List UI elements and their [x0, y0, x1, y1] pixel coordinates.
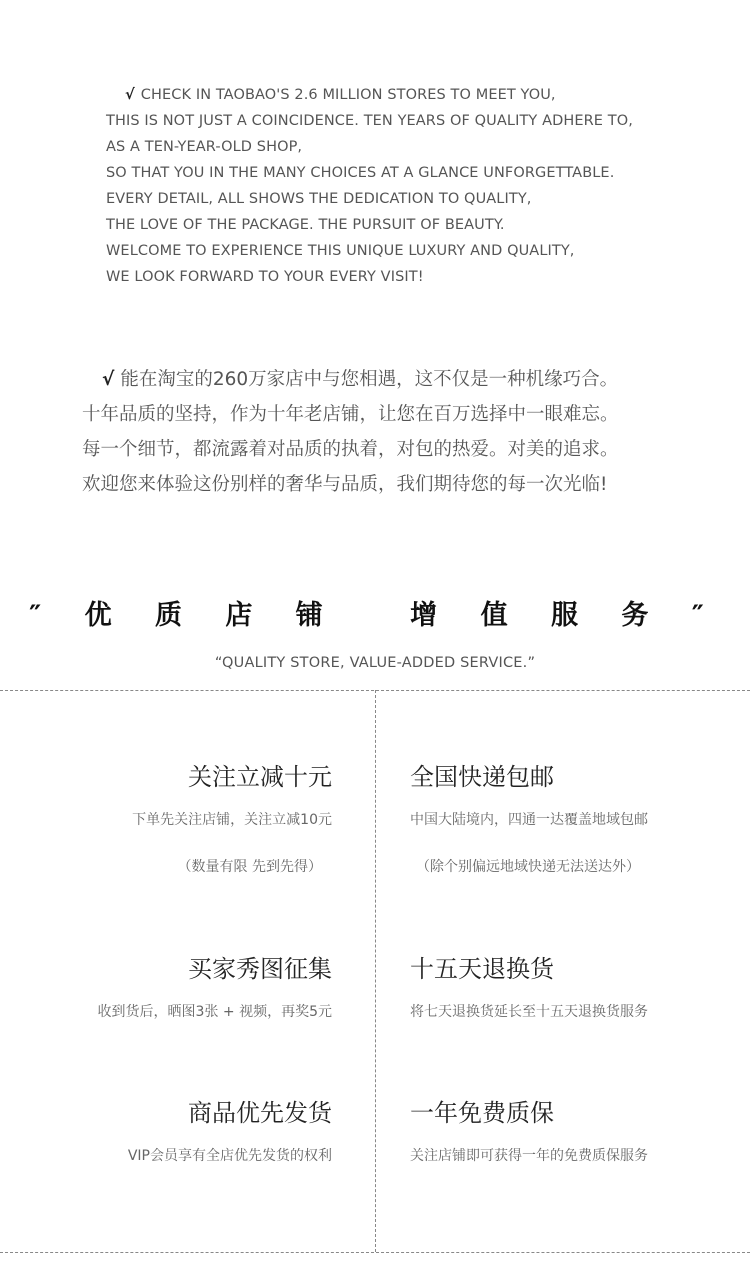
- service-discount: [12, 762, 332, 877]
- service-desc: 中国大陆境内，四通一达覆盖地域包邮: [410, 812, 648, 828]
- intro-english-line: AS A TEN-YEAR-OLD SHOP,: [106, 139, 303, 155]
- service-desc: 下单先关注店铺，关注立减10元: [132, 812, 332, 828]
- intro-chinese-line: [82, 362, 692, 397]
- service-title: 买家秀图征集: [188, 955, 332, 983]
- intro-chinese-line: 每一个细节，都流露着对品质的执着，对包的热爱。对美的追求。: [82, 439, 619, 460]
- check-mark-icon: √: [102, 369, 115, 390]
- service-desc: VIP会员享有全店优先发货的权利: [127, 1148, 332, 1164]
- intro-english-line: THE LOVE OF THE PACKAGE. THE PURSUIT OF BEAUTY.: [106, 217, 505, 233]
- intro-english-line: [106, 82, 726, 108]
- service-note: （除个别偏远地域快递无法送达外）: [416, 859, 640, 875]
- service-title: 一年免费质保: [410, 1099, 554, 1127]
- section-subtitle: “QUALITY STORE, VALUE-ADDED SERVICE.”: [214, 655, 536, 671]
- section-title: ″ 优 质 店 铺 增 值 服 务 ″: [29, 600, 721, 631]
- service-title: 关注立减十元: [188, 763, 332, 791]
- check-mark-icon: √: [125, 87, 135, 103]
- intro-chinese: [82, 362, 692, 502]
- service-priority-shipping: [12, 1098, 332, 1166]
- service-returns: [410, 954, 730, 1022]
- intro-chinese-line: 十年品质的坚持，作为十年老店铺，让您在百万选择中一眼难忘。: [82, 404, 619, 425]
- intro-english-line: WE LOOK FORWARD TO YOUR EVERY VISIT!: [106, 269, 424, 285]
- service-free-shipping: [410, 762, 730, 877]
- divider-bottom: [0, 1252, 750, 1253]
- intro-english-line: EVERY DETAIL, ALL SHOWS THE DEDICATION TO QUALITY,: [106, 191, 532, 207]
- intro-english-line: THIS IS NOT JUST A COINCIDENCE. TEN YEARS OF QUALITY ADHERE TO,: [106, 113, 633, 129]
- service-note: （数量有限 先到先得）: [177, 859, 322, 875]
- service-desc: 关注店铺即可获得一年的免费质保服务: [410, 1148, 648, 1164]
- service-buyer-show: [12, 954, 332, 1022]
- service-desc: 将七天退换货延长至十五天退换货服务: [410, 1004, 648, 1020]
- service-title: 十五天退换货: [410, 955, 554, 983]
- service-title: 全国快递包邮: [410, 763, 554, 791]
- intro-chinese-line: 欢迎您来体验这份别样的奢华与品质，我们期待您的每一次光临!: [82, 474, 608, 495]
- intro-english: [106, 82, 726, 290]
- service-warranty: [410, 1098, 730, 1166]
- service-desc: 收到货后，晒图3张 + 视频，再奖5元: [97, 1004, 332, 1020]
- intro-english-line: WELCOME TO EXPERIENCE THIS UNIQUE LUXURY AND QUALITY,: [106, 243, 575, 259]
- intro-chinese-text: 能在淘宝的260万家店中与您相遇，这不仅是一种机缘巧合。: [120, 369, 619, 390]
- service-title: 商品优先发货: [188, 1099, 332, 1127]
- intro-english-line: SO THAT YOU IN THE MANY CHOICES AT A GLANCE UNFORGETTABLE.: [106, 165, 615, 181]
- intro-english-text: CHECK IN TAOBAO'S 2.6 MILLION STORES TO MEET YOU,: [140, 87, 556, 103]
- divider-vertical: [375, 690, 376, 1252]
